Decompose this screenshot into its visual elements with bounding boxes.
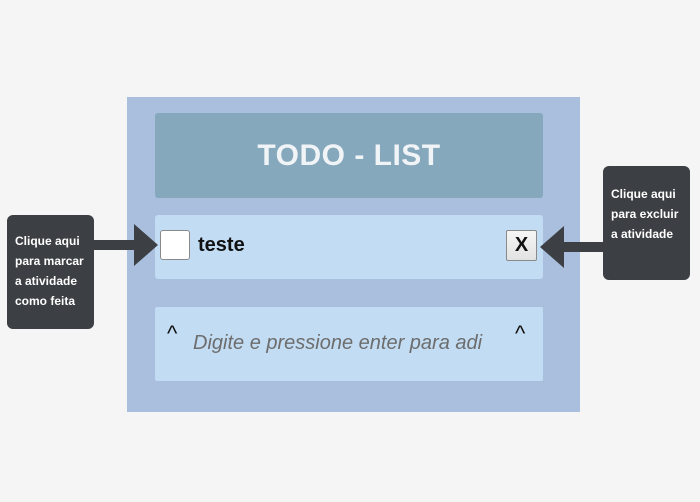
mark-done-checkbox[interactable] — [160, 230, 190, 260]
caret-up-icon[interactable]: ^ — [167, 321, 178, 346]
tooltip-line: Clique aqui — [611, 187, 676, 201]
page-title: TODO - LIST — [257, 138, 441, 172]
new-todo-area — [155, 307, 543, 381]
tooltip-line: a atividade — [15, 274, 78, 288]
todo-app — [127, 97, 580, 412]
delete-tooltip — [603, 166, 690, 280]
tooltip-line: a atividade — [611, 227, 674, 241]
title-banner — [155, 113, 543, 198]
tooltip-line: para marcar — [15, 254, 84, 268]
delete-todo-button[interactable]: X — [506, 230, 537, 261]
tooltip-line: para excluir — [611, 207, 679, 221]
mark-done-tooltip — [7, 215, 94, 329]
tooltip-line: Clique aqui — [15, 234, 80, 248]
arrow-right-icon — [94, 222, 160, 268]
todo-item — [155, 215, 543, 279]
arrow-left-icon — [538, 224, 604, 270]
todo-item-text: teste — [198, 234, 245, 256]
caret-up-icon[interactable]: ^ — [515, 321, 526, 346]
new-todo-input[interactable] — [193, 327, 513, 359]
tooltip-line: como feita — [15, 294, 76, 308]
